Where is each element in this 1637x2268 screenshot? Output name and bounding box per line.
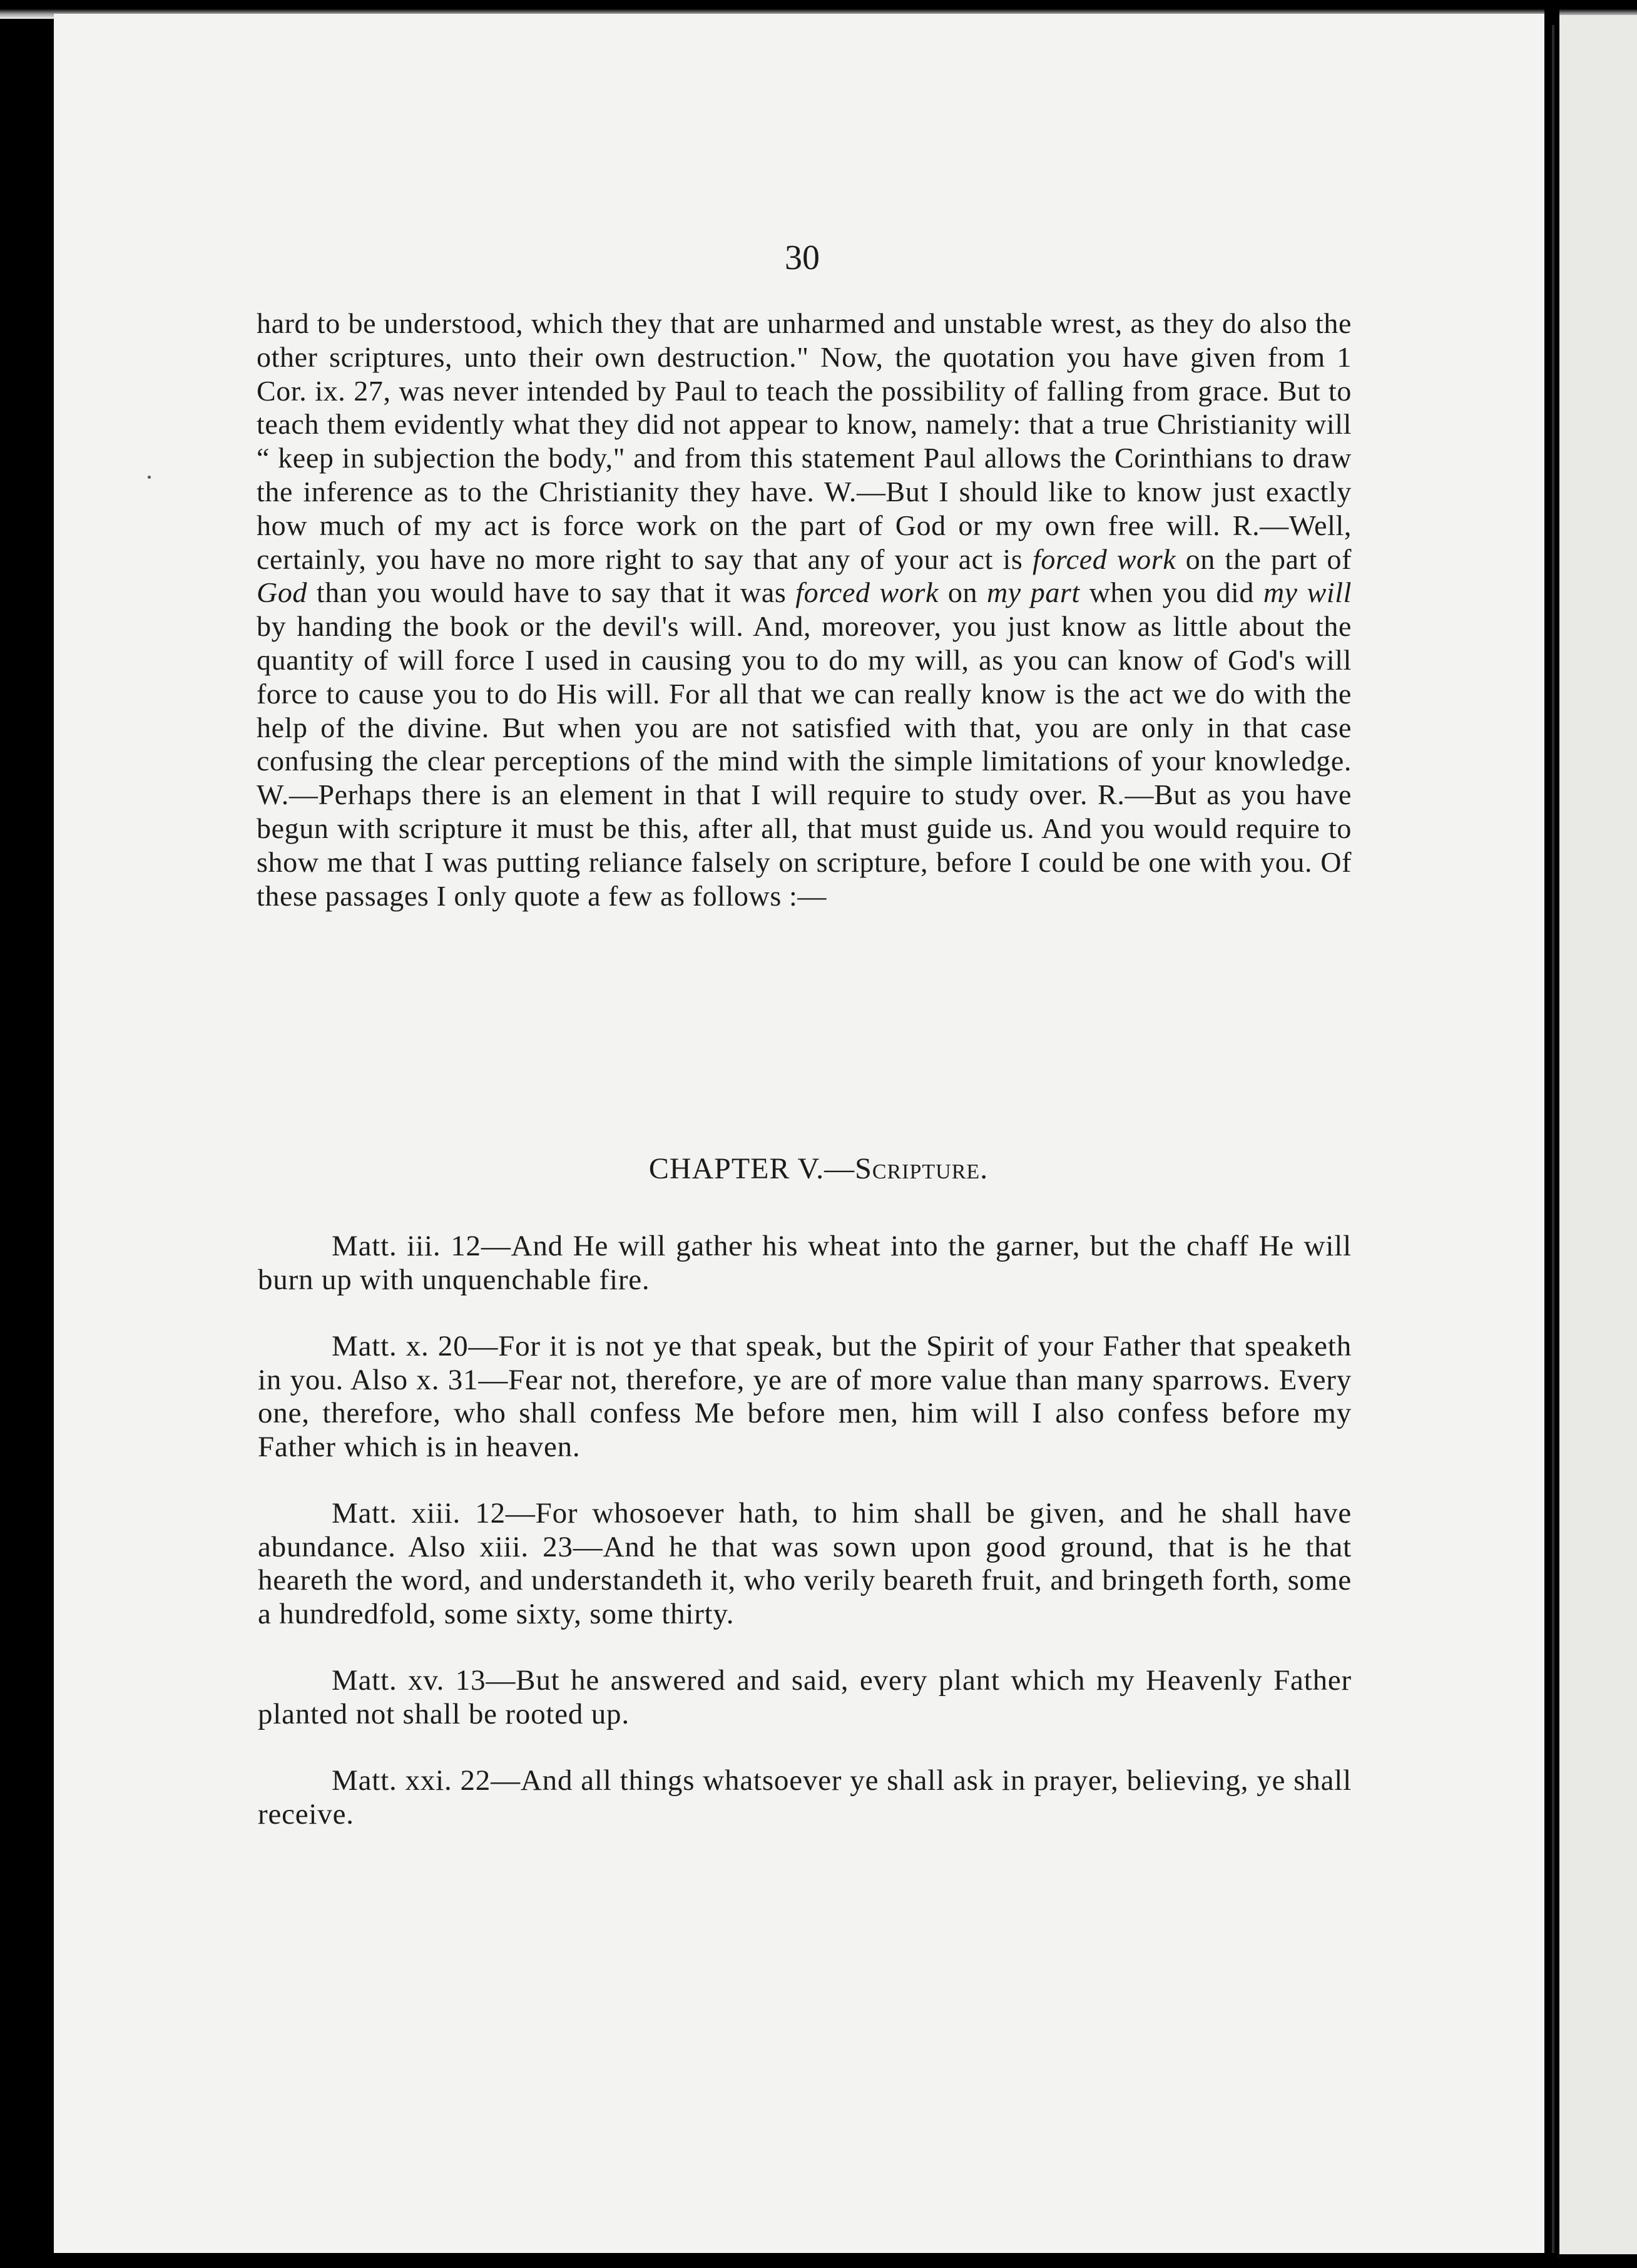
scripture-verse: Matt. xxi. 22—And all things whatsoever ye shall ask in prayer, believing, ye shall receive. xyxy=(258,1764,1352,1831)
text-run: by handing the book or the devil's will. And, moreover, you just know as little about the quantity of will force I used in causing you to do my will, as you can know of God's will force to cause you to do His will. For all that we can really know is the act we do with the help of the divine. But when you are not satisfied with that, you are only in that case confusing the clear perceptions of the mind with the simple limitations of your knowledge. W.—Perhaps there is an element in that I will require to study over. R.—But as you have begun with scripture it must be this, after all, that must guide us. And you would require to show me that I was putting reliance falsely on scripture, before I could be one with you. Of these passages I only quote a few as follows :— xyxy=(257,610,1352,912)
text-run: hard to be understood, which they that are unharmed and unstable wrest, as they do also the other scriptures, unto their own destruction." Now, the quotation you have given from 1 Cor. ix. 27, was never intended by Paul to teach the possibility of falling from grace. But to teach them evidently what they did not appear to know, namely: that a true Christianity will “ keep in subjection the body," and from this statement Paul allows the Corinthians to draw the inference as to the Christianity they have. W.—But I should like to know just exactly how much of my act is force work on the part of God or my own free will. R.—Well, certainly, you have no more right to say that any of your act is xyxy=(257,307,1352,575)
italic-run: forced work xyxy=(795,576,939,609)
page-number: 30 xyxy=(785,238,820,277)
scripture-list xyxy=(258,1230,1352,1864)
ink-speck xyxy=(148,476,151,479)
chapter-number: CHAPTER V.— xyxy=(648,1152,855,1185)
facing-page-edge xyxy=(1559,15,1637,2254)
italic-run: my part xyxy=(986,576,1080,609)
scripture-verse: Matt. iii. 12—And He will gather his wheat into the garner, but the chaff He will burn up with unquenchable fire. xyxy=(258,1230,1352,1296)
italic-run: forced work xyxy=(1032,543,1176,575)
italic-run: God xyxy=(257,576,308,609)
scripture-verse: Matt. xiii. 12—For whosoever hath, to him shall be given, and he shall have abundance. Also xiii. 23—And he that was sown upon good ground, that is he that heareth the word, and understandeth it, who verily beareth fruit, and bringeth forth, some a hundredfold, some sixty, some thirty. xyxy=(258,1497,1352,1630)
scripture-verse: Matt. x. 20—For it is not ye that speak, but the Spirit of your Father that speaketh in you. Also x. 31—Fear not, therefore, ye are of more value than many sparrows. Every one, therefore, who shall confess Me before men, him will I also confess before my Father which is in heaven. xyxy=(258,1330,1352,1463)
text-run: when you did xyxy=(1079,576,1263,609)
text-run: on the part of xyxy=(1176,543,1352,575)
body-paragraph xyxy=(257,307,1352,912)
chapter-title: Scripture. xyxy=(855,1152,989,1185)
italic-run: my will xyxy=(1263,576,1352,609)
scripture-verse: Matt. xv. 13—But he answered and said, every plant which my Heavenly Father planted not shall be rooted up. xyxy=(258,1664,1352,1730)
gutter-shadow xyxy=(1552,25,1554,2253)
text-run: than you would have to say that it was xyxy=(307,576,796,609)
chapter-heading xyxy=(0,1152,1637,1187)
text-run: on xyxy=(938,576,987,609)
